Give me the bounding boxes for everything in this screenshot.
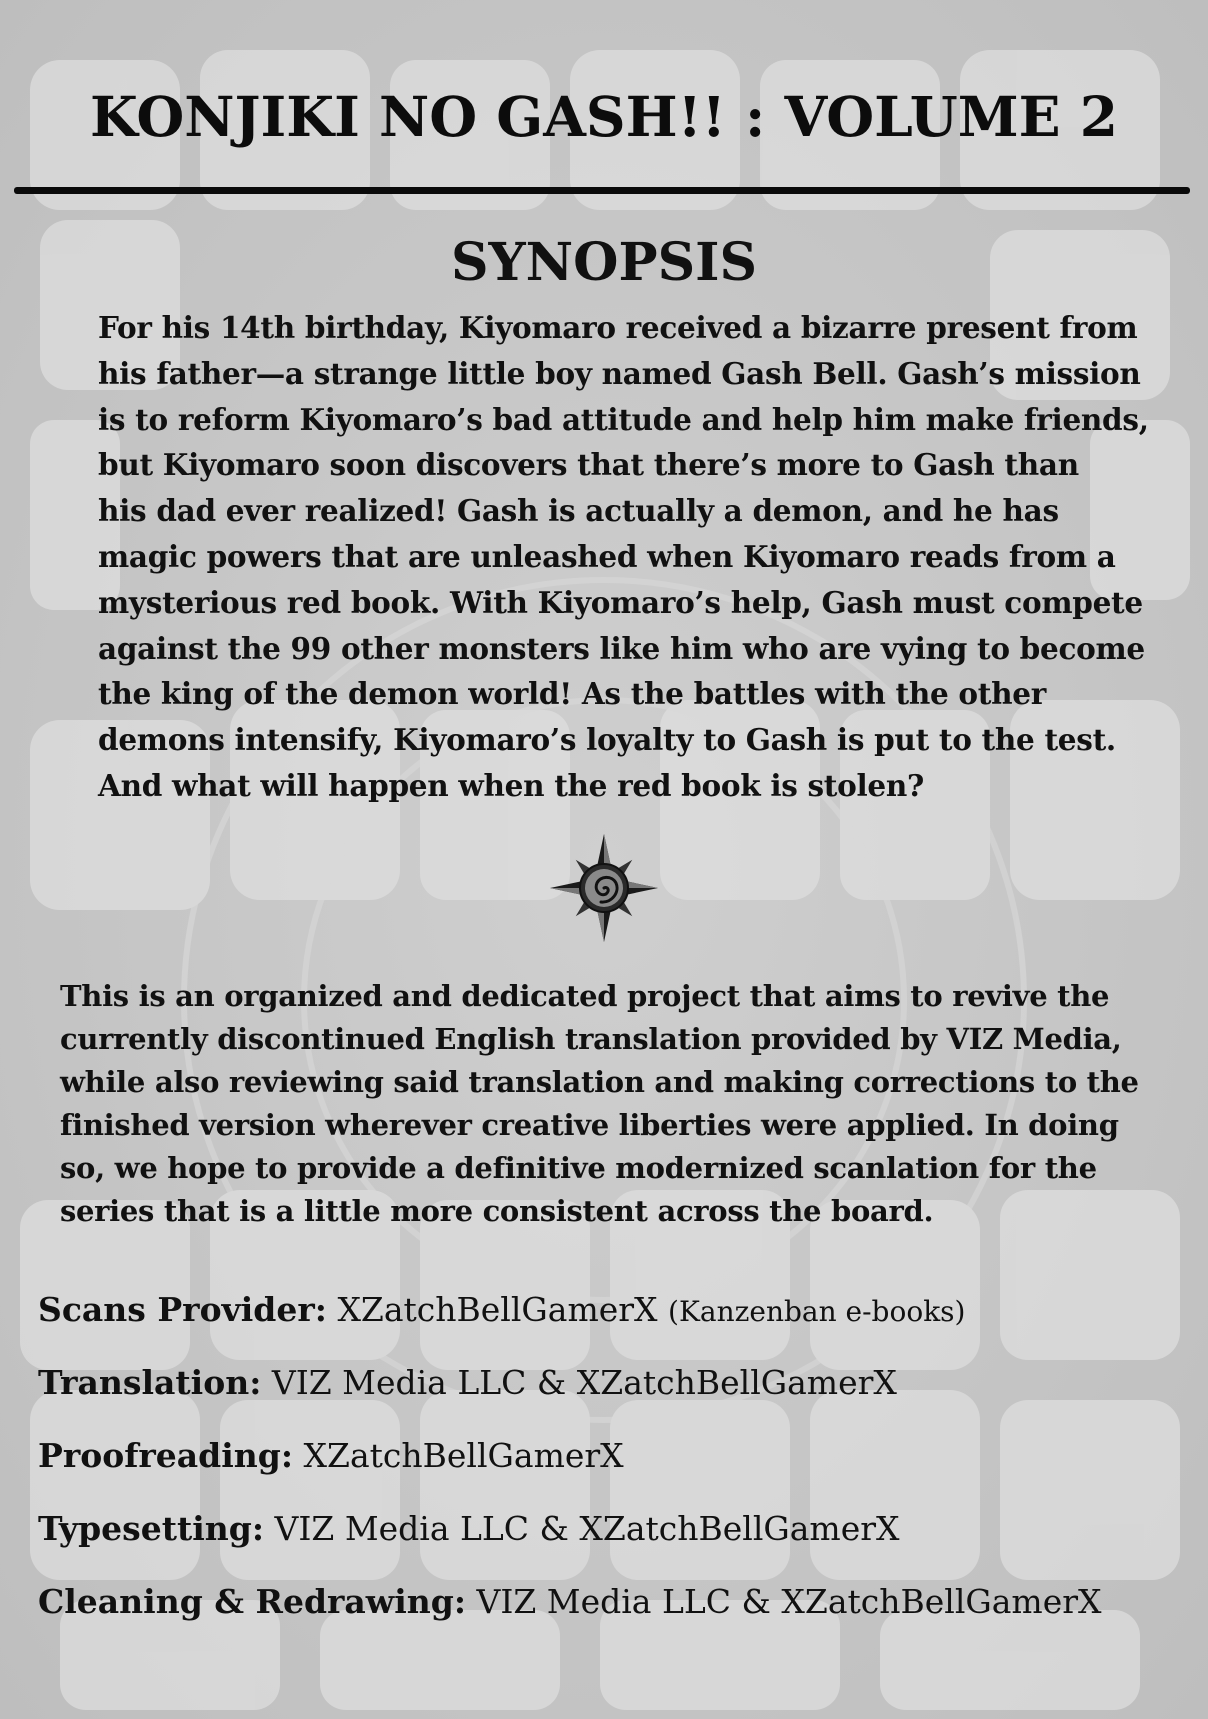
project-line: while also reviewing said translation and making corrections to the (60, 1065, 1139, 1099)
credit-scans-provider (38, 1284, 1188, 1357)
project-line: finished version wherever creative liberties were applied. In doing (60, 1108, 1119, 1142)
synopsis-line: mysterious red book. With Kiyomaro’s help, Gash must compete (98, 584, 1143, 620)
credit-note: (Kanzenban e-books) (668, 1295, 966, 1328)
synopsis-line: the king of the demon world! As the battles with the other (98, 676, 1046, 712)
credit-cleaning-redrawing (38, 1576, 1188, 1649)
credit-label: Scans Provider: (38, 1290, 327, 1329)
credit-proofreading (38, 1430, 1188, 1503)
compass-star-spiral-icon (548, 832, 660, 944)
credit-value: XZatchBellGamerX (303, 1436, 624, 1475)
synopsis-line: his dad ever realized! Gash is actually a demon, and he has (98, 493, 1059, 529)
title-divider (14, 187, 1190, 194)
credit-value: VIZ Media LLC & XZatchBellGamerX (476, 1582, 1102, 1621)
synopsis-line: magic powers that are unleashed when Kiyomaro reads from a (98, 538, 1116, 574)
project-line: currently discontinued English translation provided by VIZ Media, (60, 1022, 1122, 1056)
synopsis-line: For his 14th birthday, Kiyomaro received a bizarre present from (98, 310, 1138, 345)
credit-label: Cleaning & Redrawing: (38, 1582, 467, 1621)
synopsis-line: but Kiyomaro soon discovers that there’s more to Gash than (98, 447, 1079, 483)
project-line: This is an organized and dedicated project that aims to revive the (60, 979, 1110, 1013)
project-line: so, we hope to provide a definitive modernized scanlation for the (60, 1151, 1097, 1185)
credit-translation (38, 1357, 1188, 1430)
credits-list (38, 1284, 1188, 1649)
synopsis-line: is to reform Kiyomaro’s bad attitude and help him make friends, (98, 401, 1149, 437)
synopsis-paragraph (98, 305, 1148, 809)
project-line: series that is a little more consistent across the board. (60, 1194, 934, 1228)
synopsis-line: his father—a strange little boy named Gash Bell. Gash’s mission (98, 355, 1141, 391)
credit-label: Translation: (38, 1363, 262, 1402)
credit-value: XZatchBellGamerX (337, 1290, 658, 1329)
synopsis-line: against the 99 other monsters like him who are vying to become (98, 630, 1145, 666)
synopsis-line: demons intensify, Kiyomaro’s loyalty to Gash is put to the test. (98, 722, 1116, 758)
credit-value: VIZ Media LLC & XZatchBellGamerX (274, 1509, 900, 1548)
credit-label: Typesetting: (38, 1509, 265, 1548)
page-title: KONJIKI NO GASH!! : VOLUME 2 (90, 84, 1118, 149)
project-description (60, 975, 1170, 1233)
synopsis-heading: SYNOPSIS (450, 232, 758, 293)
credit-label: Proofreading: (38, 1436, 294, 1475)
credit-value: VIZ Media LLC & XZatchBellGamerX (271, 1363, 897, 1402)
credit-typesetting (38, 1503, 1188, 1576)
synopsis-line: And what will happen when the red book is stolen? (98, 767, 925, 803)
